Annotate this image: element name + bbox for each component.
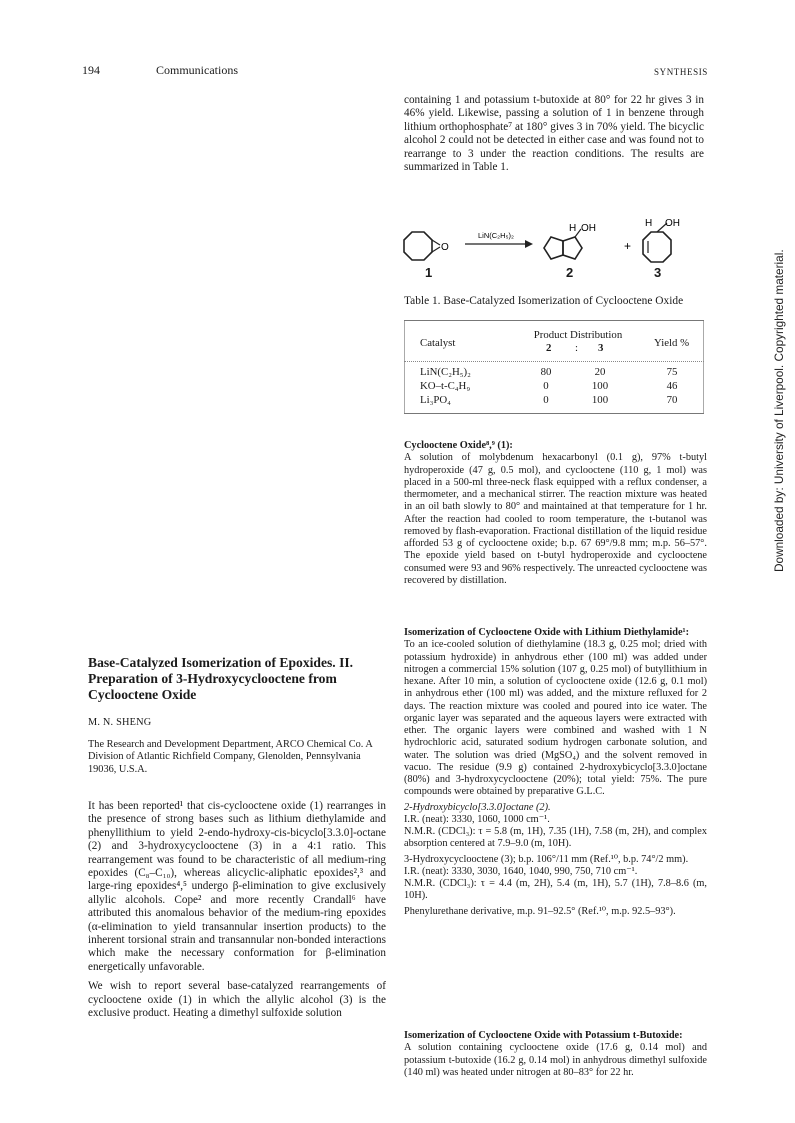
bicyclic-ring-right	[563, 237, 582, 259]
article-title: Base-Catalyzed Isomerization of Epoxides. II. Preparation of 3-Hydroxycyclooctene from Cyclooctene Oxide	[88, 655, 354, 703]
cyclooctane-ring-1	[404, 232, 432, 260]
experimental-potassium-butoxide	[404, 1030, 707, 1079]
intro-continued	[404, 94, 704, 174]
article-author: M. N. SHENG	[88, 717, 152, 728]
table-header-3: 3	[598, 342, 604, 354]
table-cell-p3: 100	[591, 380, 609, 392]
plus-sign: +	[624, 239, 632, 253]
table-header-2: 2	[546, 342, 552, 354]
intro-continued-paragraph: containing 1 and potassium t-butoxide at 80° for 22 hr gives 3 in 46% yield. Likewise, passing a solution of 1 in benzene through lithium orthophosphate⁷ at 180° gives 3 in 70% yield. The bicyclic alcohol 2 could not be detected in either case and was found not to rearrange to 3 under the reaction conditions. The results are summarized in Table 1.	[404, 94, 704, 174]
hydroxyl-label-3: OH	[665, 218, 680, 229]
compound-2-nmr: N.M.R. (CDCl₃): τ = 5.8 (m, 1H), 7.35 (1H), 7.58 (m, 2H), and complex absorption centered at 7.9–9.0 (m, 10H).	[404, 826, 707, 850]
compound-label-3: 3	[654, 265, 662, 280]
experimental-lithium-diethylamide	[404, 627, 707, 918]
table-header-distribution: Product Distribution	[533, 329, 623, 341]
article-affiliation: The Research and Development Department, ARCO Chemical Co. A Division of Atlantic Richfield Company, Glenolden, Pennsylvania 19036, U.S.A.	[88, 739, 373, 775]
table-cell-catalyst: Li₃PO₄	[420, 394, 451, 406]
table-cell-yield: 46	[666, 380, 678, 392]
table-cell-catalyst: LiN(C₂H₅)₂	[420, 366, 471, 378]
table-cell-p2: 0	[543, 380, 549, 392]
table-caption: Table 1. Base-Catalyzed Isomerization of Cyclooctene Oxide	[404, 295, 684, 307]
compound-3-nmr: N.M.R. (CDCl₃): τ = 4.4 (m, 2H), 5.4 (m, 1H), 5.7 (1H), 7.8–8.6 (m, 10H).	[404, 878, 707, 902]
compound-3-derivative: Phenylurethane derivative, m.p. 91–92.5° (Ref.¹⁰, m.p. 92.5–93°).	[404, 905, 676, 917]
body-paragraph: It has been reported¹ that cis-cyclooctene oxide (1) rearranges in the presence of strong bases such as lithium diethylamide and phenyllithium to yield 2-endo-hydroxy-cis-bicyclo[3.3.0]-octane (2) and 3-hydroxycyclooctene (3) in a 4:1 ratio. This rearrangement was found to be characteristic of all medium-ring epoxides (C₈–C₁₀), whereas alicyclic-aliphatic epoxides²,³ and large-ring epoxides⁴,⁵ undergo β-elimination to give exclusively allylic alcohols. Cope² and more recently Crandall⁶ have attributed this anomalous behavior of the medium-ring epoxides (α-elimination to yield transannular insertion products) to the inherent torsional strain and transannular non-bonded interactions which make the necessary conformation for β-elimination energetically unfavorable.	[88, 800, 386, 973]
compound-3-name: 3-Hydroxycyclooctene (3); b.p. 106°/11 mm (Ref.¹⁰, b.p. 74°/2 mm).	[404, 853, 689, 865]
epoxide-bond-a	[432, 240, 440, 245]
hydroxyl-label-2: OH	[581, 223, 596, 234]
reagent-label: LiN(C₂H₅)₂	[478, 231, 514, 240]
table-cell-catalyst: KO–t-C₄H₉	[420, 380, 471, 392]
compound-2-ir: I.R. (neat): 3330, 1060, 1000 cm⁻¹.	[404, 813, 550, 825]
table-cell-p3: 20	[594, 366, 606, 378]
body-paragraph: We wish to report several base-catalyzed rearrangements of cyclooctene oxide (1) in which the allylic alcohol (3) is the exclusive product. Heating a dimethyl sulfoxide solution	[88, 980, 386, 1020]
table-rule-right	[703, 321, 704, 413]
article-body	[88, 800, 386, 1021]
cyclooctene-ring-3	[643, 232, 671, 262]
table-cell-p2: 80	[540, 366, 552, 378]
compound-2-name: 2-Hydroxybicyclo[3.3.0]octane (2).	[404, 801, 551, 813]
download-notice: Downloaded by: University of Liverpool. Copyrighted material.	[772, 249, 786, 572]
experimental-body: A solution containing cyclooctene oxide (17.6 g, 0.14 mol) and potassium t-butoxide (16.2 g, 0.14 mol) in anhydrous dimethyl sulfoxide (140 ml) was heated under nitrogen at 80–83° for 22 hr.	[404, 1042, 707, 1078]
journal-name: SYNTHESIS	[654, 67, 708, 77]
experimental-cyclooctene-oxide	[404, 440, 707, 587]
experimental-heading: Isomerization of Cyclooctene Oxide with Potassium t-Butoxide:	[404, 1030, 683, 1041]
oxygen-atom-label: O	[441, 242, 449, 253]
experimental-heading: Isomerization of Cyclooctene Oxide with Lithium Diethylamide¹:	[404, 627, 690, 638]
bicyclic-ring-left	[544, 237, 563, 259]
table-cell-p2: 0	[543, 394, 549, 406]
table-cell-yield: 75	[666, 366, 678, 378]
table-header-catalyst: Catalyst	[420, 337, 456, 349]
section-name: Communications	[156, 63, 238, 77]
page-number: 194	[82, 63, 100, 77]
epoxide-bond-b	[432, 247, 440, 252]
hydrogen-atom-label-3: H	[645, 218, 653, 229]
table-rule-left	[404, 321, 405, 413]
results-table	[404, 320, 704, 414]
table-rule-mid	[404, 361, 704, 362]
table-cell-yield: 70	[666, 394, 678, 406]
compound-label-1: 1	[425, 265, 433, 280]
table-header-yield: Yield %	[654, 337, 690, 349]
table-header-sep: :	[575, 342, 578, 354]
experimental-heading: Cyclooctene Oxide⁸,⁹ (1):	[404, 440, 513, 451]
experimental-body: To an ice-cooled solution of diethylamine (18.3 g, 0.25 mol; dried with potassium hydroxide) in anhydrous ether (100 ml) was added under nitrogen a commercial 15% solution (107 g, 0.25 mol) of butyllithium in hexane. After 10 min, a solution of cyclooctene oxide (12.6 g, 0.1 mol) in anhydrous ether (100 ml) was added, and the mixture refluxed for 2 days. The reaction mixture was cooled and poured into ice water. The organic layer was separated and the aqueous layers were extracted with ether. The organic layers were combined and washed with 1 N hydrochloric acid, saturated sodium hydrogen carbonate solution, and water. The solution was dried (MgSO₄) and the solvent removed in vacuo. The residue (9.9 g) contained 2-hydroxybicyclo[3.3.0]octane (80%) and 3-hydroxycyclooctene (20%); total yield: 75%. The pure compounds were obtained by preparative G.L.C.	[404, 639, 707, 798]
table-cell-p3: 100	[591, 394, 609, 406]
reaction-arrow-head	[525, 240, 533, 248]
compound-label-2: 2	[566, 265, 574, 280]
hydrogen-atom-label-2: H	[569, 223, 577, 234]
compound-3-ir: I.R. (neat): 3330, 3030, 1640, 1040, 990, 750, 710 cm⁻¹.	[404, 865, 638, 877]
experimental-body: A solution of molybdenum hexacarbonyl (0.1 g), 97% t-butyl hydroperoxide (47 g, 0.5 mol), and cyclooctene (110 g, 1 mol) was placed in a 500-ml three-neck flask equipped with a reflux condenser, a thermometer, and a mechanical stirrer. The reaction mixture was heated in an oil bath slowly to 80° and maintained at that temperature for 1 hr. After the reaction had cooled to room temperature, the t-butanol was removed by flash-evaporation. Fractional distillation of the liquid residue afforded 53 g of cyclooctene oxide; b.p. 67 69°/9.8 mm; m.p. 56–57°. The epoxide yield based on t-butyl hydroperoxide and cyclooctene consumed were 93 and 96% respectively. The unreacted cyclooctene was recovered by distillation.	[404, 452, 707, 586]
